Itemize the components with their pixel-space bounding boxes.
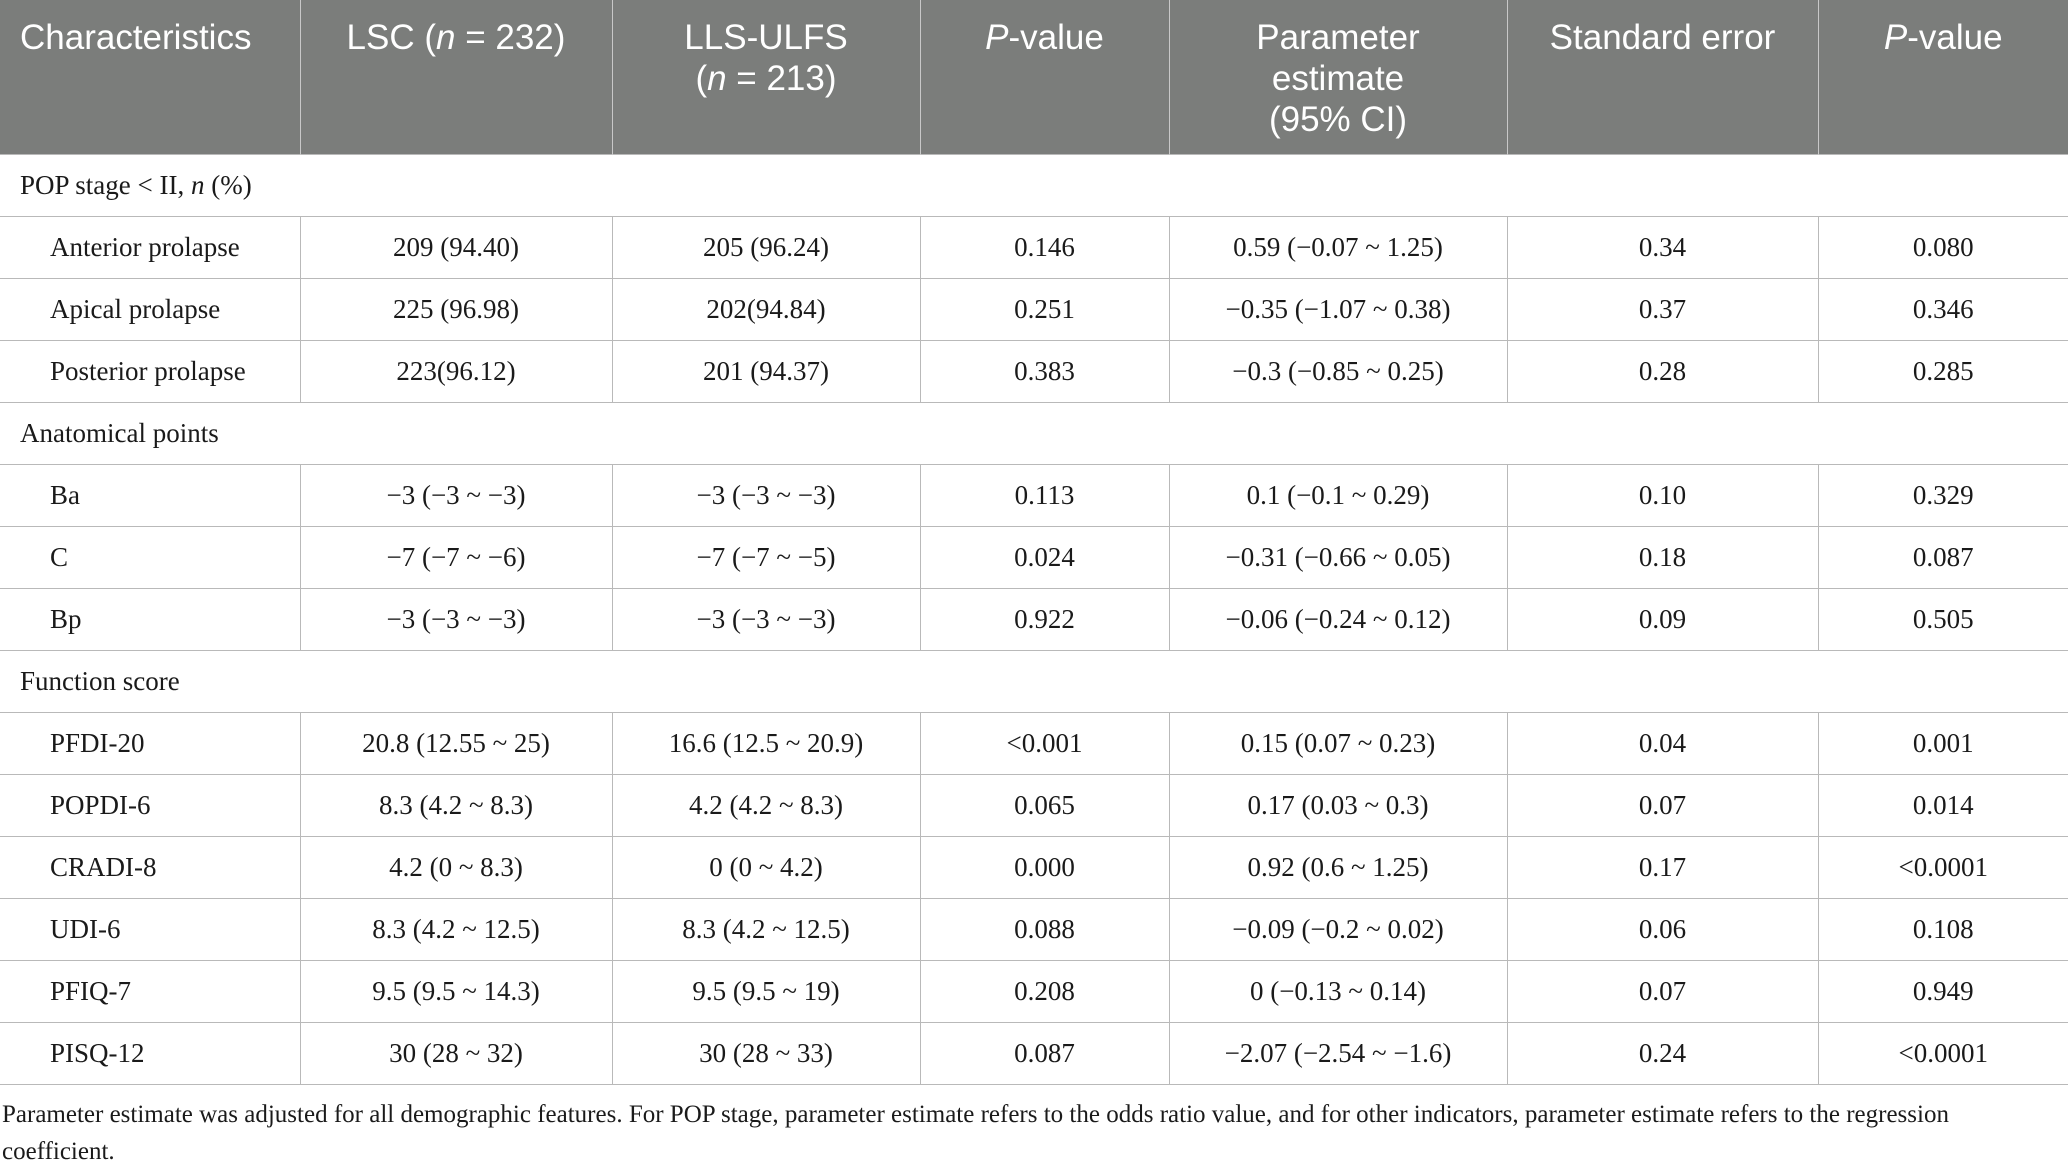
table-cell: 0.17 xyxy=(1507,837,1818,899)
table-cell: 0.087 xyxy=(920,1023,1169,1085)
table-cell: 0.09 xyxy=(1507,589,1818,651)
table-cell: 0 (−0.13 ~ 0.14) xyxy=(1169,961,1507,1023)
table-cell: <0.0001 xyxy=(1818,1023,2068,1085)
row-label: Apical prolapse xyxy=(0,279,300,341)
row-label: UDI-6 xyxy=(0,899,300,961)
table-row xyxy=(0,217,2068,279)
header-p-value: P-value xyxy=(920,0,1169,155)
table-row xyxy=(0,775,2068,837)
table-cell: 223(96.12) xyxy=(300,341,612,403)
table-cell: 0.07 xyxy=(1507,775,1818,837)
table-cell: 0.087 xyxy=(1818,527,2068,589)
table-cell: 8.3 (4.2 ~ 12.5) xyxy=(300,899,612,961)
table-cell: 0.505 xyxy=(1818,589,2068,651)
header-row xyxy=(0,0,2068,155)
table-row xyxy=(0,341,2068,403)
table-cell: 0.088 xyxy=(920,899,1169,961)
table-cell: 0.329 xyxy=(1818,465,2068,527)
table-cell: −0.09 (−0.2 ~ 0.02) xyxy=(1169,899,1507,961)
table-cell: −3 (−3 ~ −3) xyxy=(612,589,920,651)
header-lsc: LSC (n = 232) xyxy=(300,0,612,155)
table-cell: −7 (−7 ~ −5) xyxy=(612,527,920,589)
table-cell: 4.2 (4.2 ~ 8.3) xyxy=(612,775,920,837)
table-cell: −2.07 (−2.54 ~ −1.6) xyxy=(1169,1023,1507,1085)
table-cell: 205 (96.24) xyxy=(612,217,920,279)
table-cell: 9.5 (9.5 ~ 14.3) xyxy=(300,961,612,1023)
table-cell: 0.922 xyxy=(920,589,1169,651)
table-cell: −0.06 (−0.24 ~ 0.12) xyxy=(1169,589,1507,651)
table-row xyxy=(0,961,2068,1023)
table-cell: −3 (−3 ~ −3) xyxy=(300,465,612,527)
table-cell: 0.07 xyxy=(1507,961,1818,1023)
table-cell: 0.1 (−0.1 ~ 0.29) xyxy=(1169,465,1507,527)
table-cell: 0.949 xyxy=(1818,961,2068,1023)
table-row xyxy=(0,837,2068,899)
row-label: Anterior prolapse xyxy=(0,217,300,279)
table-body xyxy=(0,155,2068,1085)
table-cell: −0.31 (−0.66 ~ 0.05) xyxy=(1169,527,1507,589)
table-cell: 30 (28 ~ 33) xyxy=(612,1023,920,1085)
table-row xyxy=(0,279,2068,341)
table-row xyxy=(0,1023,2068,1085)
table-footnote: Parameter estimate was adjusted for all demographic features. For POP stage, parameter estimate refers to the odds ratio value, and for other indicators, parameter estimate refers to the regression coefficient. xyxy=(2,1101,1949,1165)
table-cell: 0.346 xyxy=(1818,279,2068,341)
table-cell: 0.065 xyxy=(920,775,1169,837)
table-cell: 0.108 xyxy=(1818,899,2068,961)
table-cell: 0.113 xyxy=(920,465,1169,527)
table-cell: 16.6 (12.5 ~ 20.9) xyxy=(612,713,920,775)
table-cell: 0.06 xyxy=(1507,899,1818,961)
table-cell: −3 (−3 ~ −3) xyxy=(300,589,612,651)
row-label: C xyxy=(0,527,300,589)
section-title: Anatomical points xyxy=(0,403,2068,465)
table-cell: 0.92 (0.6 ~ 1.25) xyxy=(1169,837,1507,899)
header-adjusted-p-value: P-value xyxy=(1818,0,2068,155)
table-cell: 9.5 (9.5 ~ 19) xyxy=(612,961,920,1023)
table-cell: 0.146 xyxy=(920,217,1169,279)
table-cell: 0.17 (0.03 ~ 0.3) xyxy=(1169,775,1507,837)
row-label: Bp xyxy=(0,589,300,651)
table-cell: 0.04 xyxy=(1507,713,1818,775)
section-title: Function score xyxy=(0,651,2068,713)
section-row xyxy=(0,155,2068,217)
row-label: CRADI-8 xyxy=(0,837,300,899)
table-cell: 0.383 xyxy=(920,341,1169,403)
table-cell: 225 (96.98) xyxy=(300,279,612,341)
table-cell: 8.3 (4.2 ~ 8.3) xyxy=(300,775,612,837)
header-parameter-estimate: Parameter estimate (95% CI) xyxy=(1169,0,1507,155)
table-cell: 0 (0 ~ 4.2) xyxy=(612,837,920,899)
table-cell: 0.001 xyxy=(1818,713,2068,775)
table-cell: 0.34 xyxy=(1507,217,1818,279)
row-label: POPDI-6 xyxy=(0,775,300,837)
table-cell: 8.3 (4.2 ~ 12.5) xyxy=(612,899,920,961)
table-cell: 0.24 xyxy=(1507,1023,1818,1085)
table-cell: 30 (28 ~ 32) xyxy=(300,1023,612,1085)
row-label: PFDI-20 xyxy=(0,713,300,775)
table-row xyxy=(0,713,2068,775)
row-label: Ba xyxy=(0,465,300,527)
table-cell: 0.59 (−0.07 ~ 1.25) xyxy=(1169,217,1507,279)
header-lls-ulfs: LLS-ULFS (n = 213) xyxy=(612,0,920,155)
table-cell: 0.37 xyxy=(1507,279,1818,341)
table-cell: <0.001 xyxy=(920,713,1169,775)
table-cell: −0.35 (−1.07 ~ 0.38) xyxy=(1169,279,1507,341)
table-cell: 201 (94.37) xyxy=(612,341,920,403)
table-cell: 0.024 xyxy=(920,527,1169,589)
table-cell: 0.18 xyxy=(1507,527,1818,589)
section-row xyxy=(0,403,2068,465)
table-cell: 0.285 xyxy=(1818,341,2068,403)
table-cell: 0.208 xyxy=(920,961,1169,1023)
table-cell: 0.014 xyxy=(1818,775,2068,837)
row-label: Posterior prolapse xyxy=(0,341,300,403)
table-cell: −7 (−7 ~ −6) xyxy=(300,527,612,589)
header-characteristics: Characteristics xyxy=(0,0,300,155)
table-header xyxy=(0,0,2068,155)
table-cell: <0.0001 xyxy=(1818,837,2068,899)
table-row xyxy=(0,465,2068,527)
section-row xyxy=(0,651,2068,713)
table-row xyxy=(0,589,2068,651)
table-row xyxy=(0,527,2068,589)
table-cell: 0.251 xyxy=(920,279,1169,341)
header-standard-error: Standard error xyxy=(1507,0,1818,155)
table-cell: 4.2 (0 ~ 8.3) xyxy=(300,837,612,899)
table-cell: 0.28 xyxy=(1507,341,1818,403)
table-cell: −0.3 (−0.85 ~ 0.25) xyxy=(1169,341,1507,403)
table-cell: 0.10 xyxy=(1507,465,1818,527)
table-cell: 202(94.84) xyxy=(612,279,920,341)
table-row xyxy=(0,899,2068,961)
table-cell: 0.080 xyxy=(1818,217,2068,279)
table-cell: 0.15 (0.07 ~ 0.23) xyxy=(1169,713,1507,775)
table-cell: 20.8 (12.55 ~ 25) xyxy=(300,713,612,775)
row-label: PFIQ-7 xyxy=(0,961,300,1023)
table-cell: −3 (−3 ~ −3) xyxy=(612,465,920,527)
table-cell: 209 (94.40) xyxy=(300,217,612,279)
section-title: POP stage < II, n (%) xyxy=(0,155,2068,217)
row-label: PISQ-12 xyxy=(0,1023,300,1085)
table-cell: 0.000 xyxy=(920,837,1169,899)
